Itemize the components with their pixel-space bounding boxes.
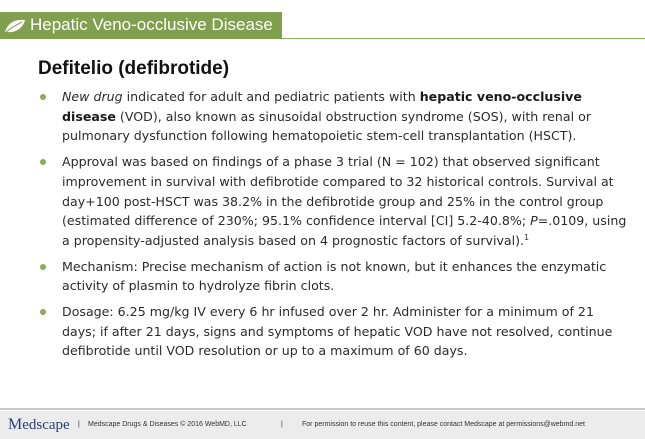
leaf-icon — [4, 18, 26, 34]
bullet-text: indicated for adult and pediatric patients with — [122, 89, 420, 104]
footer-separator: | — [281, 421, 283, 428]
footer — [0, 411, 645, 439]
bullet-list — [40, 87, 630, 367]
bullet-text: (VOD), also known as sinusoidal obstruction syndrome (SOS), with renal or pulmonary dysfunction following hematopoietic stem-cell transplantation (HSCT). — [62, 108, 591, 144]
footer-separator: | — [78, 421, 80, 428]
medscape-logo: Medscape — [8, 416, 70, 433]
bullet-icon — [40, 264, 46, 270]
footer-permission: For permission to reuse this content, please contact Medscape at permissions@webmd.net — [302, 421, 585, 428]
new-drug-label: New drug — [62, 89, 123, 104]
header-bar — [0, 12, 282, 39]
bullet-item-approval — [40, 152, 630, 251]
bullet-item-mechanism — [40, 257, 630, 296]
bullet-icon — [40, 309, 46, 315]
header-title: Hepatic Veno-occlusive Disease — [30, 15, 273, 34]
footer-copyright: Medscape Drugs & Diseases © 2016 WebMD, LLC — [88, 421, 247, 428]
bullet-text: Approval was based on findings of a phase 3 trial (N = 102) that observed significant improvement in survival with defibrotide compared to 32 historical controls. Survival at day+100 post-HSCT was 38.2% in the defibrotide group and 25% in the control group (estimated difference of 230%; 95.1% confidence interval [CI] 5.2-40.8%; — [62, 154, 614, 229]
slide-title: Defitelio (defibrotide) — [38, 58, 230, 79]
bullet-text: Dosage: 6.25 mg/kg IV every 6 hr infused over 2 hr. Administer for a minimum of 21 days; if after 21 days, signs and symptoms of hepatic VOD have not resolved, continue defibrotide until VOD resolution or up to a maximum of 60 days. — [62, 304, 613, 359]
bullet-item-indication — [40, 87, 630, 146]
bullet-icon — [40, 94, 46, 100]
footer-divider — [0, 408, 645, 410]
footnote-ref: 1 — [524, 232, 530, 242]
bullet-icon — [40, 159, 46, 165]
p-value-label: P — [530, 213, 538, 229]
bullet-text: =.0109, using a propensity-adjusted analysis based on 4 prognostic factors of survival). — [62, 213, 627, 248]
bullet-item-dosage — [40, 302, 630, 361]
bold-term: hepatic veno-occlusive disease — [62, 89, 582, 124]
header-divider — [282, 38, 645, 39]
bullet-text: Mechanism: Precise mechanism of action is not known, but it enhances the enzymatic activity of plasmin to hydrolyze fibrin clots. — [62, 258, 607, 294]
